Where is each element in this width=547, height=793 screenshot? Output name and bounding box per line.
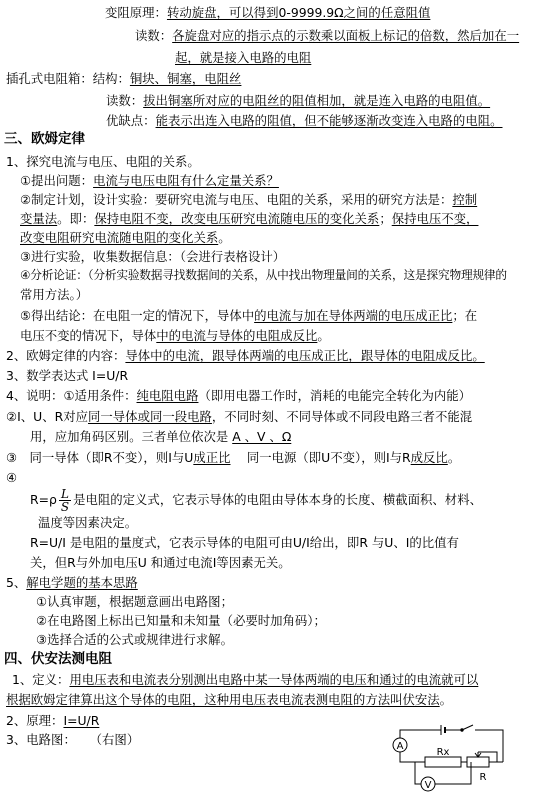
proportional: 成正比 xyxy=(193,450,231,465)
label: 5、 xyxy=(6,575,27,590)
section4-heading: 四、伏安法测电阻 xyxy=(4,651,112,667)
s3-formula-measure-2: 关，但R与外加电压U 和通过电流I等因素无关。 xyxy=(30,555,291,570)
resbox-reading-text: 各旋盘对应的指示点的示数乘以面板上标记的倍数，然后加在一 xyxy=(172,28,520,43)
text: ②I、U、R对应 xyxy=(6,409,89,424)
text: ；在 xyxy=(452,308,478,323)
text: ； xyxy=(379,211,392,226)
same-conductor: 同一导体或同一段电路 xyxy=(88,409,212,424)
s3-plan-3 xyxy=(20,229,231,246)
s3-item1: 1、探究电流与电压、电阻的关系。 xyxy=(6,154,200,169)
s3-item4 xyxy=(6,387,471,404)
s3-formula-measure-1: R=U/I 是电阻的量度式，它表示导体的电阻可由U/I给出，即R 与U、I的比值有 xyxy=(30,535,459,550)
text: 同一电源（即U不变），则I与R xyxy=(230,450,411,465)
plan-keep-r: 保持电阻不变，改变电压研究电流随电压的变化关系 xyxy=(94,211,380,226)
text: 。即： xyxy=(57,211,95,226)
circuit-diagram xyxy=(385,722,510,792)
s3-conclusion-1 xyxy=(20,307,477,324)
label: 插孔式电阻箱： xyxy=(6,71,93,86)
s3-note2-2 xyxy=(30,428,291,445)
text: 。 xyxy=(218,230,231,245)
s3-analysis-1: ④分析论证：（分析实验数据寻找数据间的关系，从中找出物理量间的关系，这是探究物理规律的 xyxy=(20,268,507,282)
plan-keep-u: 保持电压不变， xyxy=(391,211,479,226)
label: ①提出问题： xyxy=(20,173,94,188)
s3-question xyxy=(20,172,279,189)
label: 读数： xyxy=(106,93,144,108)
label: 优缺点： xyxy=(106,113,156,128)
text: 。 xyxy=(317,328,330,343)
plan-method: 控制 xyxy=(452,192,478,207)
denominator: S xyxy=(60,500,70,514)
s3-note3 xyxy=(6,449,460,466)
pure-resistance: 纯电阻电路 xyxy=(136,388,199,403)
plugbox-pros-text: 能表示出连入电路的阻值，但不能够逐渐改变连入电路的电阻。 xyxy=(155,113,503,128)
principle-formula: I=U/R xyxy=(63,713,100,728)
text: 。 xyxy=(439,692,453,707)
s3-step3: ③选择合适的公式或规律进行求解。 xyxy=(36,632,233,647)
plan-change-r: 改变电阻研究电流随电阻的变化关系 xyxy=(20,230,219,245)
s3-plan-1 xyxy=(20,191,477,208)
text: ⑤得出结论：在电阻一定的情况下，导体中 xyxy=(20,308,255,323)
s3-item5 xyxy=(6,574,138,591)
switch-lever xyxy=(462,725,473,730)
label: 2、原理： xyxy=(6,713,64,728)
s4-definition-1 xyxy=(12,671,478,688)
label: 读数： xyxy=(135,28,173,43)
plugbox-reading-text: 拔出铜塞所对应的电阻丝的阻值相加，就是连入电路的电阻值。 xyxy=(143,93,491,108)
plugbox-structure xyxy=(6,70,241,87)
s3-question-text: 电流与电压电阻有什么定量关系？ xyxy=(93,173,279,188)
resistor-rx xyxy=(425,757,461,767)
label: 2、欧姆定律的内容： xyxy=(6,348,126,363)
s3-item2 xyxy=(6,347,485,364)
voltmeter-label: V xyxy=(424,780,432,791)
ohm-law-text: 导体中的电流，跟导体两端的电压成正比，跟导体的电阻成反比。 xyxy=(125,348,485,363)
conclusion-u: 中的电流与导体的电阻成反比 xyxy=(156,328,318,343)
resbox-reading-2: 起，就是接入电路的电阻 xyxy=(175,50,312,65)
formula-lhs: R=ρ xyxy=(30,492,57,507)
plugbox-pros xyxy=(106,112,503,129)
s3-analysis-2: 常用方法。） xyxy=(20,287,89,302)
resbox-principle xyxy=(105,4,430,21)
section3-heading: 三、欧姆定律 xyxy=(4,131,85,147)
plugbox-structure-text: 铜块、铜塞，电阻丝 xyxy=(129,71,242,86)
s3-formula-def xyxy=(30,487,482,513)
label: 1、定义： xyxy=(12,672,70,687)
text: （右图） xyxy=(95,732,140,747)
text: ③ 同一导体（即R不变），则I与U xyxy=(6,450,194,465)
s3-item3: 3、数学表达式 I=U/R xyxy=(6,368,129,383)
s3-step2: ②在电路图上标出已知量和未知量（必要时加角码）； xyxy=(36,613,326,628)
s3-note4: ④ xyxy=(6,470,18,485)
label: 结构： xyxy=(92,71,130,86)
text: 是电阻的定义式，它表示导体的电阻由导体本身的长度、横截面积、材料、 xyxy=(73,492,482,507)
rheostat-body xyxy=(467,757,489,767)
plugbox-reading xyxy=(106,92,490,109)
label: 3、电路图： xyxy=(6,732,76,747)
s3-conclusion-2 xyxy=(20,327,330,344)
rx-label: Rx xyxy=(436,747,450,758)
definition-text: 根据欧姆定律算出这个导体的电阻，这种用电压表电流表测电阻的方法叫伏安法 xyxy=(6,692,440,707)
s3-note2-1 xyxy=(6,408,472,425)
label: ②制定计划，设计实验：要研究电流与电压、电阻的关系，采用的研究方法是： xyxy=(20,192,453,207)
definition-text: 用电压表和电流表分别测出电路中某一导体两端的电压和通过的电流就可以 xyxy=(69,672,479,687)
s3-step1: ①认真审题，根据题意画出电路图； xyxy=(36,594,233,609)
s3-plan-2 xyxy=(20,210,478,227)
label: 4、说明：①适用条件： xyxy=(6,388,137,403)
solve-approach: 解电学题的基本思路 xyxy=(26,575,138,590)
units: A 、V 、Ω xyxy=(232,429,292,444)
text: 用，应加角码区别。三者单位依次是 xyxy=(30,429,229,444)
formula-fraction xyxy=(59,488,71,513)
plan-method: 变量法 xyxy=(20,211,58,226)
s4-definition-2 xyxy=(6,691,452,708)
text: 。 xyxy=(447,450,461,465)
numerator: L xyxy=(59,488,71,501)
s4-principle xyxy=(6,712,99,729)
text: 电压不变的情况下，导体 xyxy=(20,328,157,343)
label: 变阻原理： xyxy=(105,5,167,20)
resbox-reading-1 xyxy=(135,27,519,44)
rheostat-label: R xyxy=(479,772,487,783)
s4-diagram xyxy=(6,731,139,748)
text: （即用电器工作时，消耗的电能完全转化为内能） xyxy=(198,388,472,403)
s3-experiment: ③进行实验，收集数据信息：（会进行表格设计） xyxy=(20,249,286,264)
text: ，不同时刻、不同导体或不同段电路三者不能混 xyxy=(211,409,473,424)
resbox-principle-text: 转动旋盘，可以得到0-9999.9Ω之间的任意阻值 xyxy=(166,5,431,20)
inverse: 成反比 xyxy=(410,450,448,465)
s3-formula-def-2: 温度等因素决定。 xyxy=(38,515,138,530)
ammeter-label: A xyxy=(396,741,404,752)
conclusion-u: 的电流与加在导体两端的电压成正比 xyxy=(254,308,453,323)
